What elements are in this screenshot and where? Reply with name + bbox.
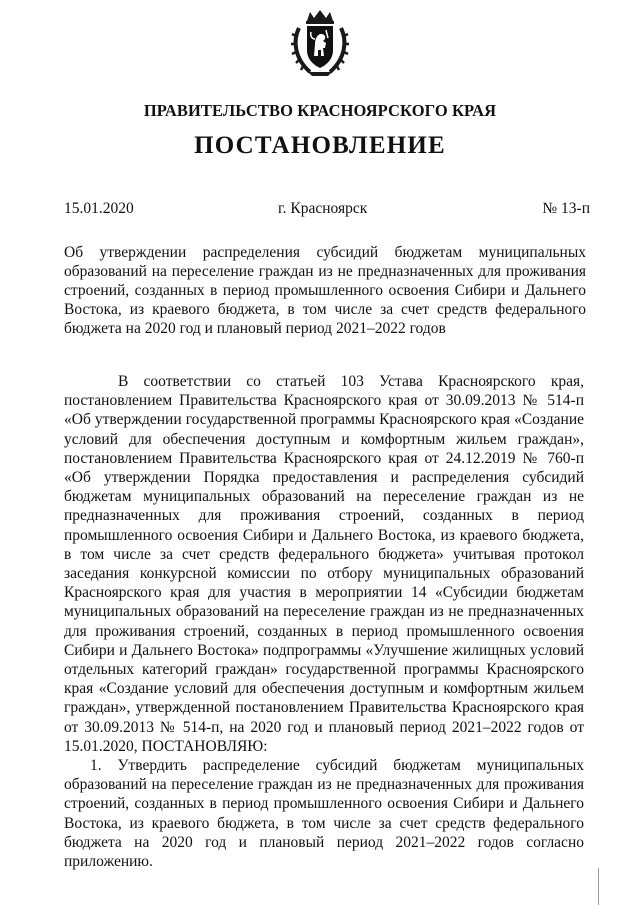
document-type-title: ПОСТАНОВЛЕНИЕ (194, 132, 446, 159)
document-city: г. Красноярск (278, 200, 368, 217)
preamble-paragraph: В соответствии со статьей 103 Устава Красноярского края, постановлением Правительства Красноярского края от 30.09.2013 № 514-п «Об утверждении государственной программы Красноярского края «Создание условий для обеспечения доступным и комфортным жильем граждан», постановлением Правительства Красноярского края от 24.12.2019 № 760-п «Об утверждении Порядка предоставления и распределения субсидий бюджетам муниципальных образований на переселение граждан из не предназначенных для проживания строений, созданных в период промышленного освоения Сибири и Дальнего Востока, из краевого бюджета, в том числе за счет средств федерального бюджета» учитывая протокол заседания конкурсной комиссии по отбору муниципальных образований Красноярского края для участия в мероприятии 14 «Субсидии бюджетам муниципальных образований на переселение граждан из не предназначенных для проживания строений, созданных в период промышленного освоения Сибири и Дальнего Востока» подпрограммы «Улучшение жилищных условий отдельных категорий граждан» государственной программы Красноярского края «Создание условий для обеспечения доступным и комфортным жильем граждан», утвержденной постановлением Правительства Красноярского края от 30.09.2013 № 514-п, на 2020 год и плановый период 2021–2022 годов от 15.01.2020, ПОСТАНОВЛЯЮ: (64, 373, 584, 755)
document-subject: Об утверждении распределения субсидий бюджетам муниципальных образований на переселение граждан из не предназначенных для проживания строений, созданных в период промышленного освоения Сибири и Дальнего Востока, из краевого бюджета, в том числе за счет средств федерального бюджета на 2020 год и плановый период 2021–2022 годов (64, 244, 586, 337)
document-number: № 13-п (542, 200, 590, 217)
document-body (64, 372, 584, 871)
government-title: ПРАВИТЕЛЬСТВО КРАСНОЯРСКОГО КРАЯ (143, 101, 497, 120)
document-meta (64, 200, 590, 220)
document-date: 15.01.2020 (64, 200, 134, 217)
krasnoyarsk-coat-of-arms-icon (290, 8, 350, 78)
resolution-item-1: 1. Утвердить распределение субсидий бюджетам муниципальных образований на переселение граждан из не предназначенных для проживания строений, созданных в период промышленного освоения Сибири и Дальнего Востока, из краевого бюджета, в том числе за счет средств федерального бюджета на 2020 год и плановый период 2021–2022 годов согласно приложению. (64, 757, 584, 871)
scan-edge-line (598, 868, 599, 905)
